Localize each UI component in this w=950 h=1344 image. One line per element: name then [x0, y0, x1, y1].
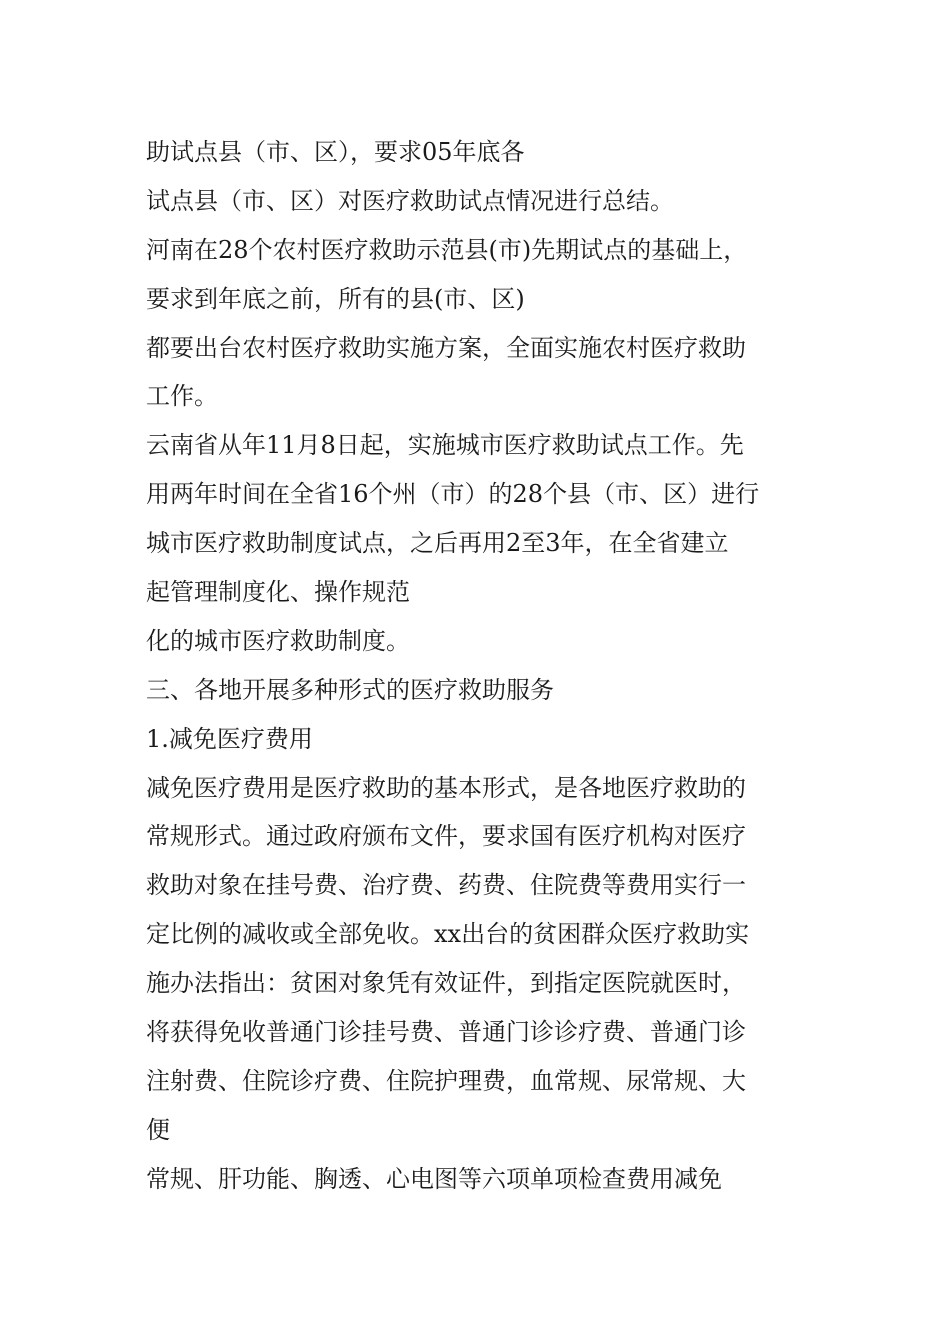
text-line: 要求到年底之前，所有的县(市、区)	[146, 284, 525, 313]
text-line: 都要出台农村医疗救助实施方案，全面实施农村医疗救助	[146, 333, 746, 362]
text-line: 城市医疗救助制度试点，之后再用2至3年，在全省建立	[146, 529, 729, 558]
subsection-heading: 1.减免医疗费用	[146, 724, 313, 753]
text-line: 减免医疗费用是医疗救助的基本形式，是各地医疗救助的	[146, 773, 746, 802]
text-line: 定比例的减收或全部免收。xx出台的贫困群众医疗救助实	[146, 920, 750, 949]
text-line: 常规、肝功能、胸透、心电图等六项单项检查费用减免	[146, 1164, 722, 1193]
text-line: 用两年时间在全省16个州（市）的28个县（市、区）进行	[146, 480, 760, 509]
text-line: 将获得免收普通门诊挂号费、普通门诊诊疗费、普通门诊	[146, 1018, 746, 1047]
text-line: 工作。	[146, 382, 218, 411]
document-body	[146, 132, 816, 1208]
text-line: 便	[146, 1115, 170, 1144]
text-line: 试点县（市、区）对医疗救助试点情况进行总结。	[146, 186, 674, 215]
section-heading: 三、各地开展多种形式的医疗救助服务	[146, 675, 554, 704]
text-line: 施办法指出：贫困对象凭有效证件，到指定医院就医时，	[146, 969, 746, 998]
text-line: 常规形式。通过政府颁布文件，要求国有医疗机构对医疗	[146, 822, 746, 851]
text-line: 云南省从年11月8日起，实施城市医疗救助试点工作。先	[146, 431, 744, 460]
text-line: 起管理制度化、操作规范	[146, 578, 410, 607]
text-line: 助试点县（市、区），要求05年底各	[146, 138, 525, 166]
text-line: 注射费、住院诊疗费、住院护理费，血常规、尿常规、大	[146, 1066, 746, 1095]
text-line: 河南在28个农村医疗救助示范县(市)先期试点的基础上，	[146, 235, 748, 264]
text-line: 救助对象在挂号费、治疗费、药费、住院费等费用实行一	[146, 871, 746, 900]
text-line: 化的城市医疗救助制度。	[146, 626, 410, 655]
